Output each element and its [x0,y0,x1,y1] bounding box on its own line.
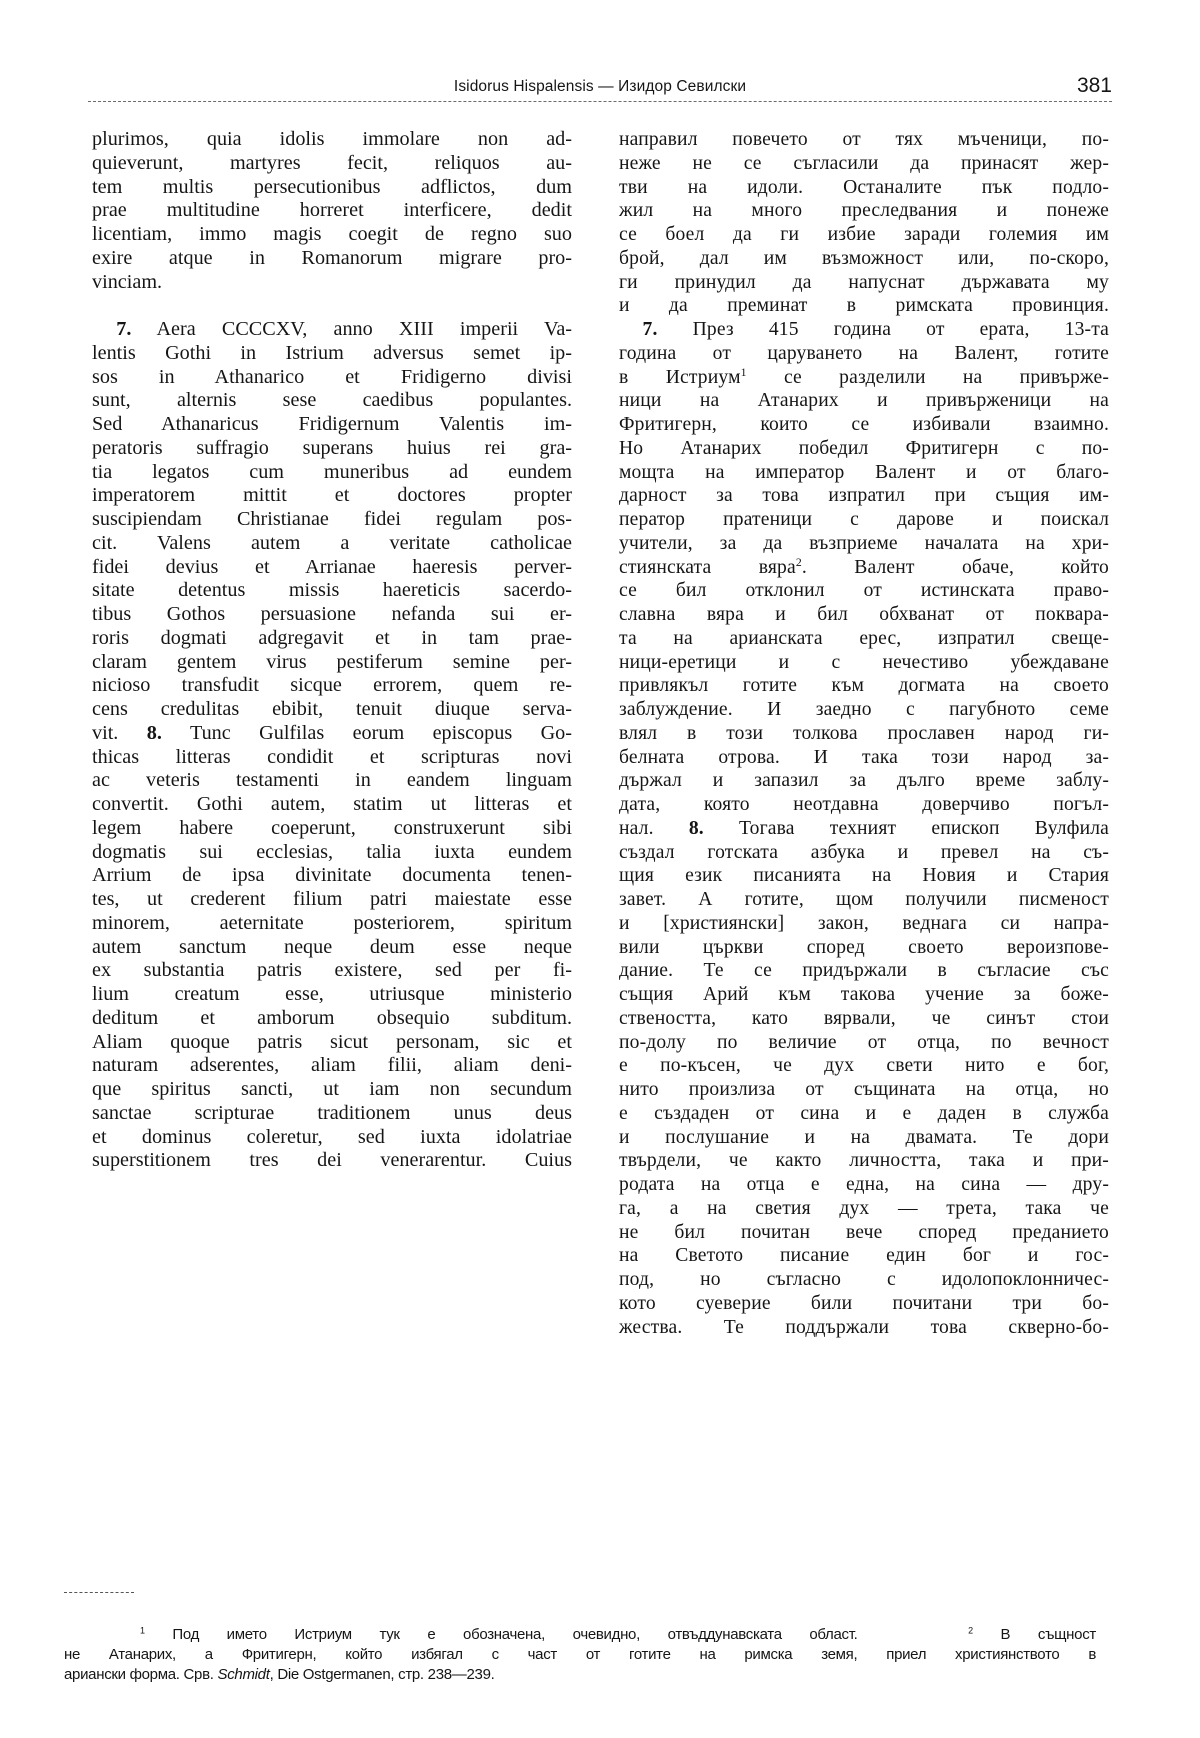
text-line: Aliam quoque patris sicut personam, sic et [92,1030,572,1053]
text-line: щия език писанията на Новия и Стария [619,865,1109,887]
footnote-line [64,1625,1096,1645]
text-span: в Истриум [619,366,741,388]
footnote-marker-1: 1 [140,1625,145,1636]
text-line: sunt, alternis sese caedibus populantes. [92,389,572,412]
footnote-marker-2: 2 [968,1625,973,1636]
text-line: tibus Gothos persuasione nefanda sui er- [92,603,572,625]
bulgarian-section-8 [619,817,1109,1340]
text-line: та на арианската ерес, изпратил свеще- [619,627,1109,649]
bulgarian-section-7 [619,318,1109,817]
text-line: създал готската азбука и превел на съ- [619,841,1109,863]
text-line [619,318,1109,342]
text-line: и послушание и на двамата. Те дори [619,1126,1109,1148]
text-line: твърдели, че както личността, така и при- [619,1150,1109,1172]
text-line: ператор пратеници с дарове и поискал [619,509,1109,530]
cited-author: Schmidt [217,1666,270,1683]
text-line: sos in Athanarico et Fridigerno divisi [92,365,572,388]
text-span: ариански форма. Срв. [64,1666,218,1683]
section-number: 7. [116,318,132,340]
text-line: нито произлиза от същината на отца, но [619,1079,1109,1100]
text-line: вили църкви според своето вероизпове- [619,936,1109,958]
text-line: Фритигерн, които се избивали взаимно. [619,414,1109,435]
text-line: fidei devius et Arrianae haeresis perver- [92,555,572,578]
text-line: не бил почитан вече според преданието [619,1221,1109,1243]
text-line: ex substantia patris existere, sed per fi- [92,959,572,982]
text-span: Tunc Gulfilas eorum episcopus Go- [189,721,572,744]
text-line: nicioso transfudit sicque errorem, quem re- [92,674,572,697]
text-line: thicas litteras condidit et scripturas novi [92,745,572,768]
text-line: lium creatum esse, utriusque ministerio [92,983,572,1005]
text-line: licentiam, immo magis coegit de regno suo [92,223,572,245]
text-span: нал. [619,817,654,839]
latin-section-8 [92,722,572,1173]
text-line: славна вяра и бил обхванат от поквара- [619,604,1109,625]
page-number: 381 [1076,74,1112,97]
text-line: направил повечето от тях мъченици, по- [619,129,1109,150]
text-line [619,817,1109,841]
text-line: на Светото писание един бог и гос- [619,1245,1109,1267]
text-line: naturam adserentes, aliam filii, aliam deni- [92,1054,572,1077]
section-number: 8. [688,817,704,839]
text-line: vinciam. [92,270,163,293]
footnote-1-text: Под името Истриум тук е обозначена, очевидно, отвъддунавската област. [144,1626,858,1643]
text-line [92,722,572,746]
text-line: ги принудил да напуснат държавата му [619,271,1109,293]
text-line: е по-късен, че дух свети нито е бог, [619,1055,1109,1077]
text-line: sitate detentus missis haereticis sacerdo- [92,579,572,602]
text-line: autem sanctum neque deum esse neque [92,935,572,958]
text-line [619,556,1109,580]
text-line: claram gentem virus pestiferum semine per- [92,650,572,673]
running-head [88,70,1112,104]
text-line: tia legatos cum muneribus ad eundem [92,460,572,483]
text-span: , Die Ostgermanen, стр. 238—239. [269,1666,495,1683]
text-line: заблуждение. И заедно с пагубното семе [619,699,1109,720]
text-line: deditum et amborum obsequio subditum. [92,1006,572,1029]
text-span: . Валент обаче, който [801,556,1109,578]
latin-column [92,128,572,1173]
text-line: ствеността, като вярвали, че синът стои [619,1007,1109,1029]
text-line: Sed Athanaricus Fridigernum Valentis im- [92,413,572,435]
text-line: жил на много преследвания и понеже [619,200,1109,222]
text-line: superstitionem tres dei venerarentur. Cuius [92,1149,572,1172]
text-line [92,318,572,342]
text-line: по-долу по величие от отца, по вечност [619,1031,1109,1053]
text-line: учители, за да възприеме началата на хри- [619,532,1109,554]
text-span: vit. [92,721,119,744]
text-line: се боел да ги избие заради големия им [619,224,1109,245]
text-line: peratoris suffragio superans huius rei gra- [92,436,572,459]
text-line: cit. Valens autem a veritate catholicae [92,531,572,554]
footnote-line: не Атанарих, а Фритигерн, който избягал с част от готите на римска земя, приел християнството в [64,1646,1096,1663]
text-span: Тогава техният епископ Вулфила [739,817,1109,839]
text-line: convertit. Gothi autem, statim ut litteras et [92,793,572,815]
running-title: Isidorus Hispalensis — Изидор Севилски [453,78,747,95]
text-span: стиянската вяра [619,556,796,578]
section-number: 7. [642,319,658,340]
footnote-line [64,1665,1096,1685]
footnote-2-text: В същност [972,1626,1096,1643]
text-line: Arrium de ipsa divinitate documenta tenen- [92,864,572,887]
text-line: ници на Атанарих и привърженици на [619,390,1109,412]
text-line: жества. Те поддържали това скверно-бо- [619,1316,1109,1338]
text-line: влял в този толкова прославен народ ги- [619,722,1109,744]
text-line: завет. А готите, щом получили писменост [619,889,1109,910]
text-line: и да преминат в римската провинция. [619,295,1109,317]
section-number: 8. [146,721,162,744]
text-line: tem multis persecutionibus adflictos, dum [92,175,572,198]
text-span: През 415 година от ерата, 13-та [692,319,1109,340]
text-line: minorem, aeternitate posteriorem, spiritum [92,911,572,934]
text-line: Но Атанарих победил Фритигерн с по- [619,437,1109,459]
text-line: тви на идоли. Останалите пък подло- [619,176,1109,198]
text-line: белната отрова. И така този народ за- [619,746,1109,768]
text-line: exire atque in Romanorum migrare pro- [92,246,572,269]
footnote-ref-2[interactable]: 2 [795,555,802,569]
latin-section-7 [92,318,572,722]
text-line: е създаден от сина и е даден в служба [619,1102,1109,1124]
text-line: се бил отклонил от истинската право- [619,580,1109,602]
text-line: plurimos, quia idolis immolare non ad- [92,128,572,150]
footnote-ref-1[interactable]: 1 [740,365,747,379]
text-line: legem habere coeperunt, construxerunt sibi [92,816,572,839]
text-line: мощта на император Валент и от благо- [619,461,1109,483]
text-line: дание. Те се придържали в съгласие със [619,960,1109,982]
text-line: година от царуването на Валент, готите [619,342,1109,364]
text-line: родата на отца е една, на сина — дру- [619,1174,1109,1195]
text-line: tes, ut crederent filium patri maiestate esse [92,888,572,910]
text-line: дарност за това изпратил при същия им- [619,485,1109,507]
text-line: кото суеверие били почитани три бо- [619,1292,1109,1314]
text-span: се разделили на привърже- [746,366,1109,388]
text-line: държал и запазил за дълго време заблу- [619,770,1109,792]
text-line: imperatorem mittit et doctores propter [92,484,572,507]
text-line: quieverunt, martyres fecit, reliquos au- [92,151,572,174]
text-line: под, но съгласно с идолопоклонничес- [619,1269,1109,1290]
text-line: привлякъл готите към догмата на своето [619,675,1109,697]
text-line: неже не се съгласили да принасят жер- [619,152,1109,174]
text-line: roris dogmati adgregavit et in tam prae- [92,626,572,649]
text-line: et dominus coleretur, sed iuxta idolatriae [92,1125,572,1148]
paragraph-gap [92,294,572,318]
text-span: Aera CCCCXV, anno XIII imperii Va- [156,318,572,340]
text-line: dogmatis sui ecclesias, talia iuxta eundem [92,840,572,863]
footnote-rule [64,1592,134,1593]
text-line: que spiritus sancti, ut iam non secundum [92,1078,572,1100]
text-line: ници-еретици и с нечестиво убеждаване [619,651,1109,673]
text-line: lentis Gothi in Istrium adversus semet ip- [92,341,572,364]
bulgarian-column [619,128,1109,1339]
text-line: ac veteris testamenti in eandem linguam [92,769,572,792]
bulgarian-paragraph-intro [619,128,1109,318]
text-line: suscipiendam Christianae fidei regulam pos- [92,508,572,530]
text-line: брой, дал им възможност или, по-скоро, [619,247,1109,269]
text-line: и [християнски] закон, веднага си напра- [619,912,1109,934]
header-rule [88,101,1112,102]
text-line: същия Арий към такова учение за боже- [619,984,1109,1005]
latin-paragraph-intro [92,128,572,294]
text-line [619,366,1109,390]
text-line: га, а на светия дух — трета, така че [619,1197,1109,1219]
text-line: prae multitudine horreret interficere, dedit [92,199,572,222]
text-line: sanctae scripturae traditionem unus deus [92,1101,572,1124]
text-line: cens credulitas ebibit, tenuit diuque serva- [92,698,572,720]
footnotes [64,1625,1096,1685]
text-line: дата, която неотдавна доверчиво погъл- [619,794,1109,815]
